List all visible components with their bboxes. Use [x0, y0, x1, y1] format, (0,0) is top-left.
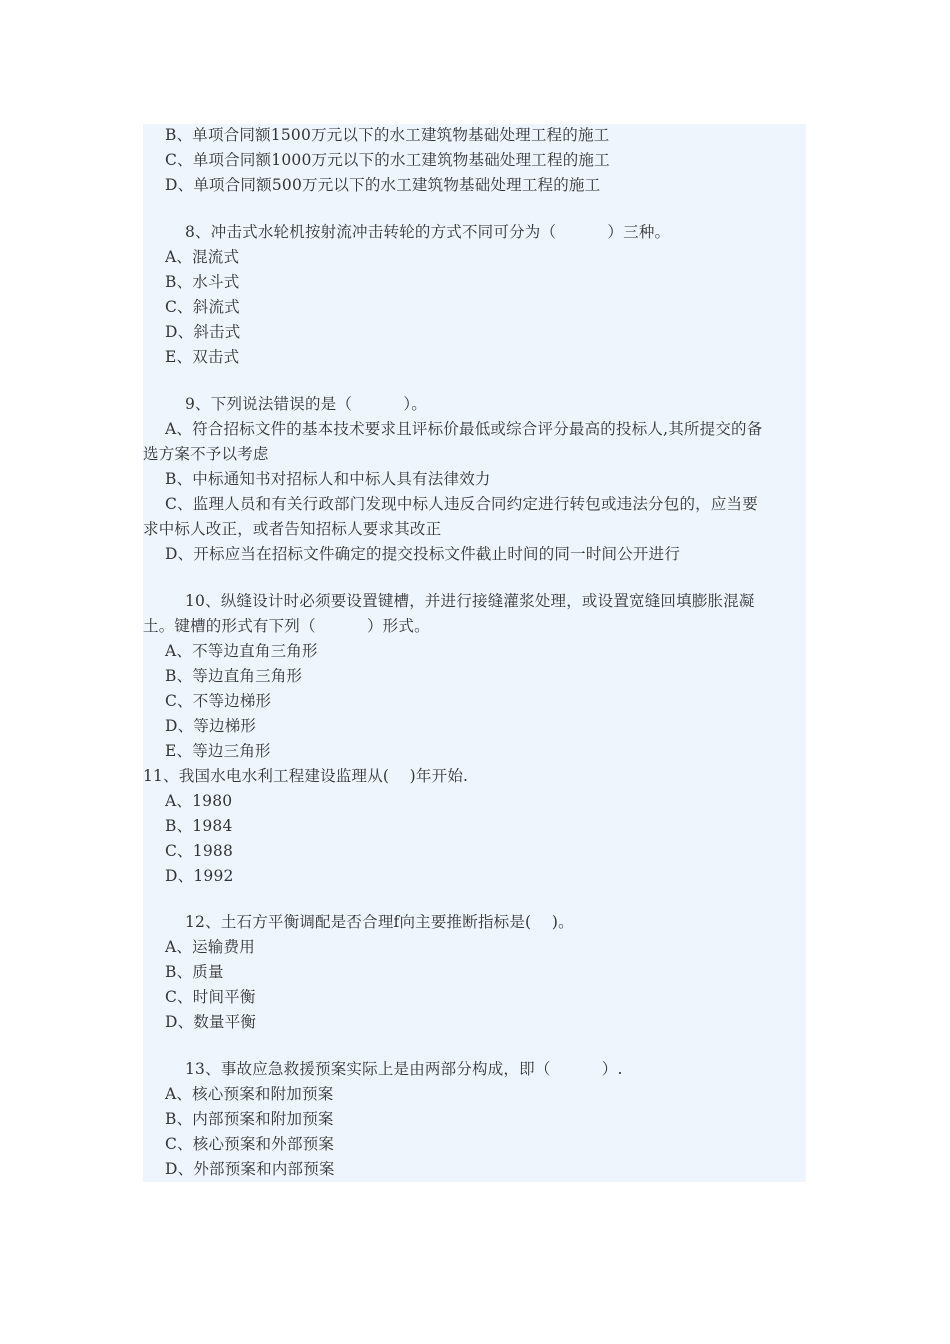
answer-option: A、混流式: [165, 248, 240, 266]
answer-option: B、水斗式: [165, 273, 240, 291]
answer-option: A、不等边直角三角形: [165, 642, 318, 660]
answer-option: C、单项合同额1000万元以下的水工建筑物基础处理工程的施工: [165, 151, 610, 169]
question-text: 12、土石方平衡调配是否合理f向主要推断指标是( )。: [185, 913, 574, 931]
answer-option: B、质量: [165, 963, 224, 981]
answer-option: C、监理人员和有关行政部门发现中标人违反合同约定进行转包或违法分包的，应当要: [165, 495, 758, 513]
question-text: 10、纵缝设计时必须要设置键槽，并进行接缝灌浆处理，或设置宽缝回填膨胀混凝: [185, 592, 755, 610]
answer-option: D、单项合同额500万元以下的水工建筑物基础处理工程的施工: [165, 176, 601, 194]
answer-option: A、核心预案和附加预案: [165, 1085, 334, 1103]
answer-option: B、等边直角三角形: [165, 667, 303, 685]
question-text: 8、冲击式水轮机按射流冲击转轮的方式不同可分为（ ）三种。: [185, 223, 671, 241]
answer-option: E、等边三角形: [165, 742, 271, 760]
answer-option: C、核心预案和外部预案: [165, 1135, 335, 1153]
answer-option: B、单项合同额1500万元以下的水工建筑物基础处理工程的施工: [165, 126, 610, 144]
answer-option: C、斜流式: [165, 298, 240, 316]
text-continuation: 土。键槽的形式有下列（ ）形式。: [143, 617, 430, 635]
text-continuation: 求中标人改正，或者告知招标人要求其改正: [143, 520, 442, 538]
answer-option: C、不等边梯形: [165, 692, 272, 710]
answer-option: B、1984: [165, 817, 233, 835]
question-text: 13、事故应急救援预案实际上是由两部分构成，即（ ）.: [185, 1060, 623, 1078]
answer-option: B、内部预案和附加预案: [165, 1110, 334, 1128]
answer-option: A、符合招标文件的基本技术要求且评标价最低或综合评分最高的投标人,其所提交的备: [165, 420, 763, 438]
answer-option: D、开标应当在招标文件确定的提交投标文件截止时间的同一时间公开进行: [165, 545, 681, 563]
answer-option: D、等边梯形: [165, 717, 257, 735]
answer-option: B、中标通知书对招标人和中标人具有法律效力: [165, 470, 491, 488]
answer-option: D、外部预案和内部预案: [165, 1160, 335, 1178]
answer-option: C、1988: [165, 842, 234, 860]
text-continuation: 选方案不予以考虑: [143, 445, 269, 463]
answer-option: D、斜击式: [165, 323, 241, 341]
answer-option: D、1992: [165, 867, 234, 885]
answer-option: E、双击式: [165, 348, 240, 366]
answer-option: D、数量平衡: [165, 1013, 257, 1031]
answer-option: C、时间平衡: [165, 988, 256, 1006]
answer-option: A、运输费用: [165, 938, 255, 956]
question-text: 11、我国水电水利工程建设监理从( )年开始.: [143, 767, 469, 785]
question-text: 9、下列说法错误的是（ ）。: [185, 395, 427, 413]
answer-option: A、1980: [165, 792, 233, 810]
